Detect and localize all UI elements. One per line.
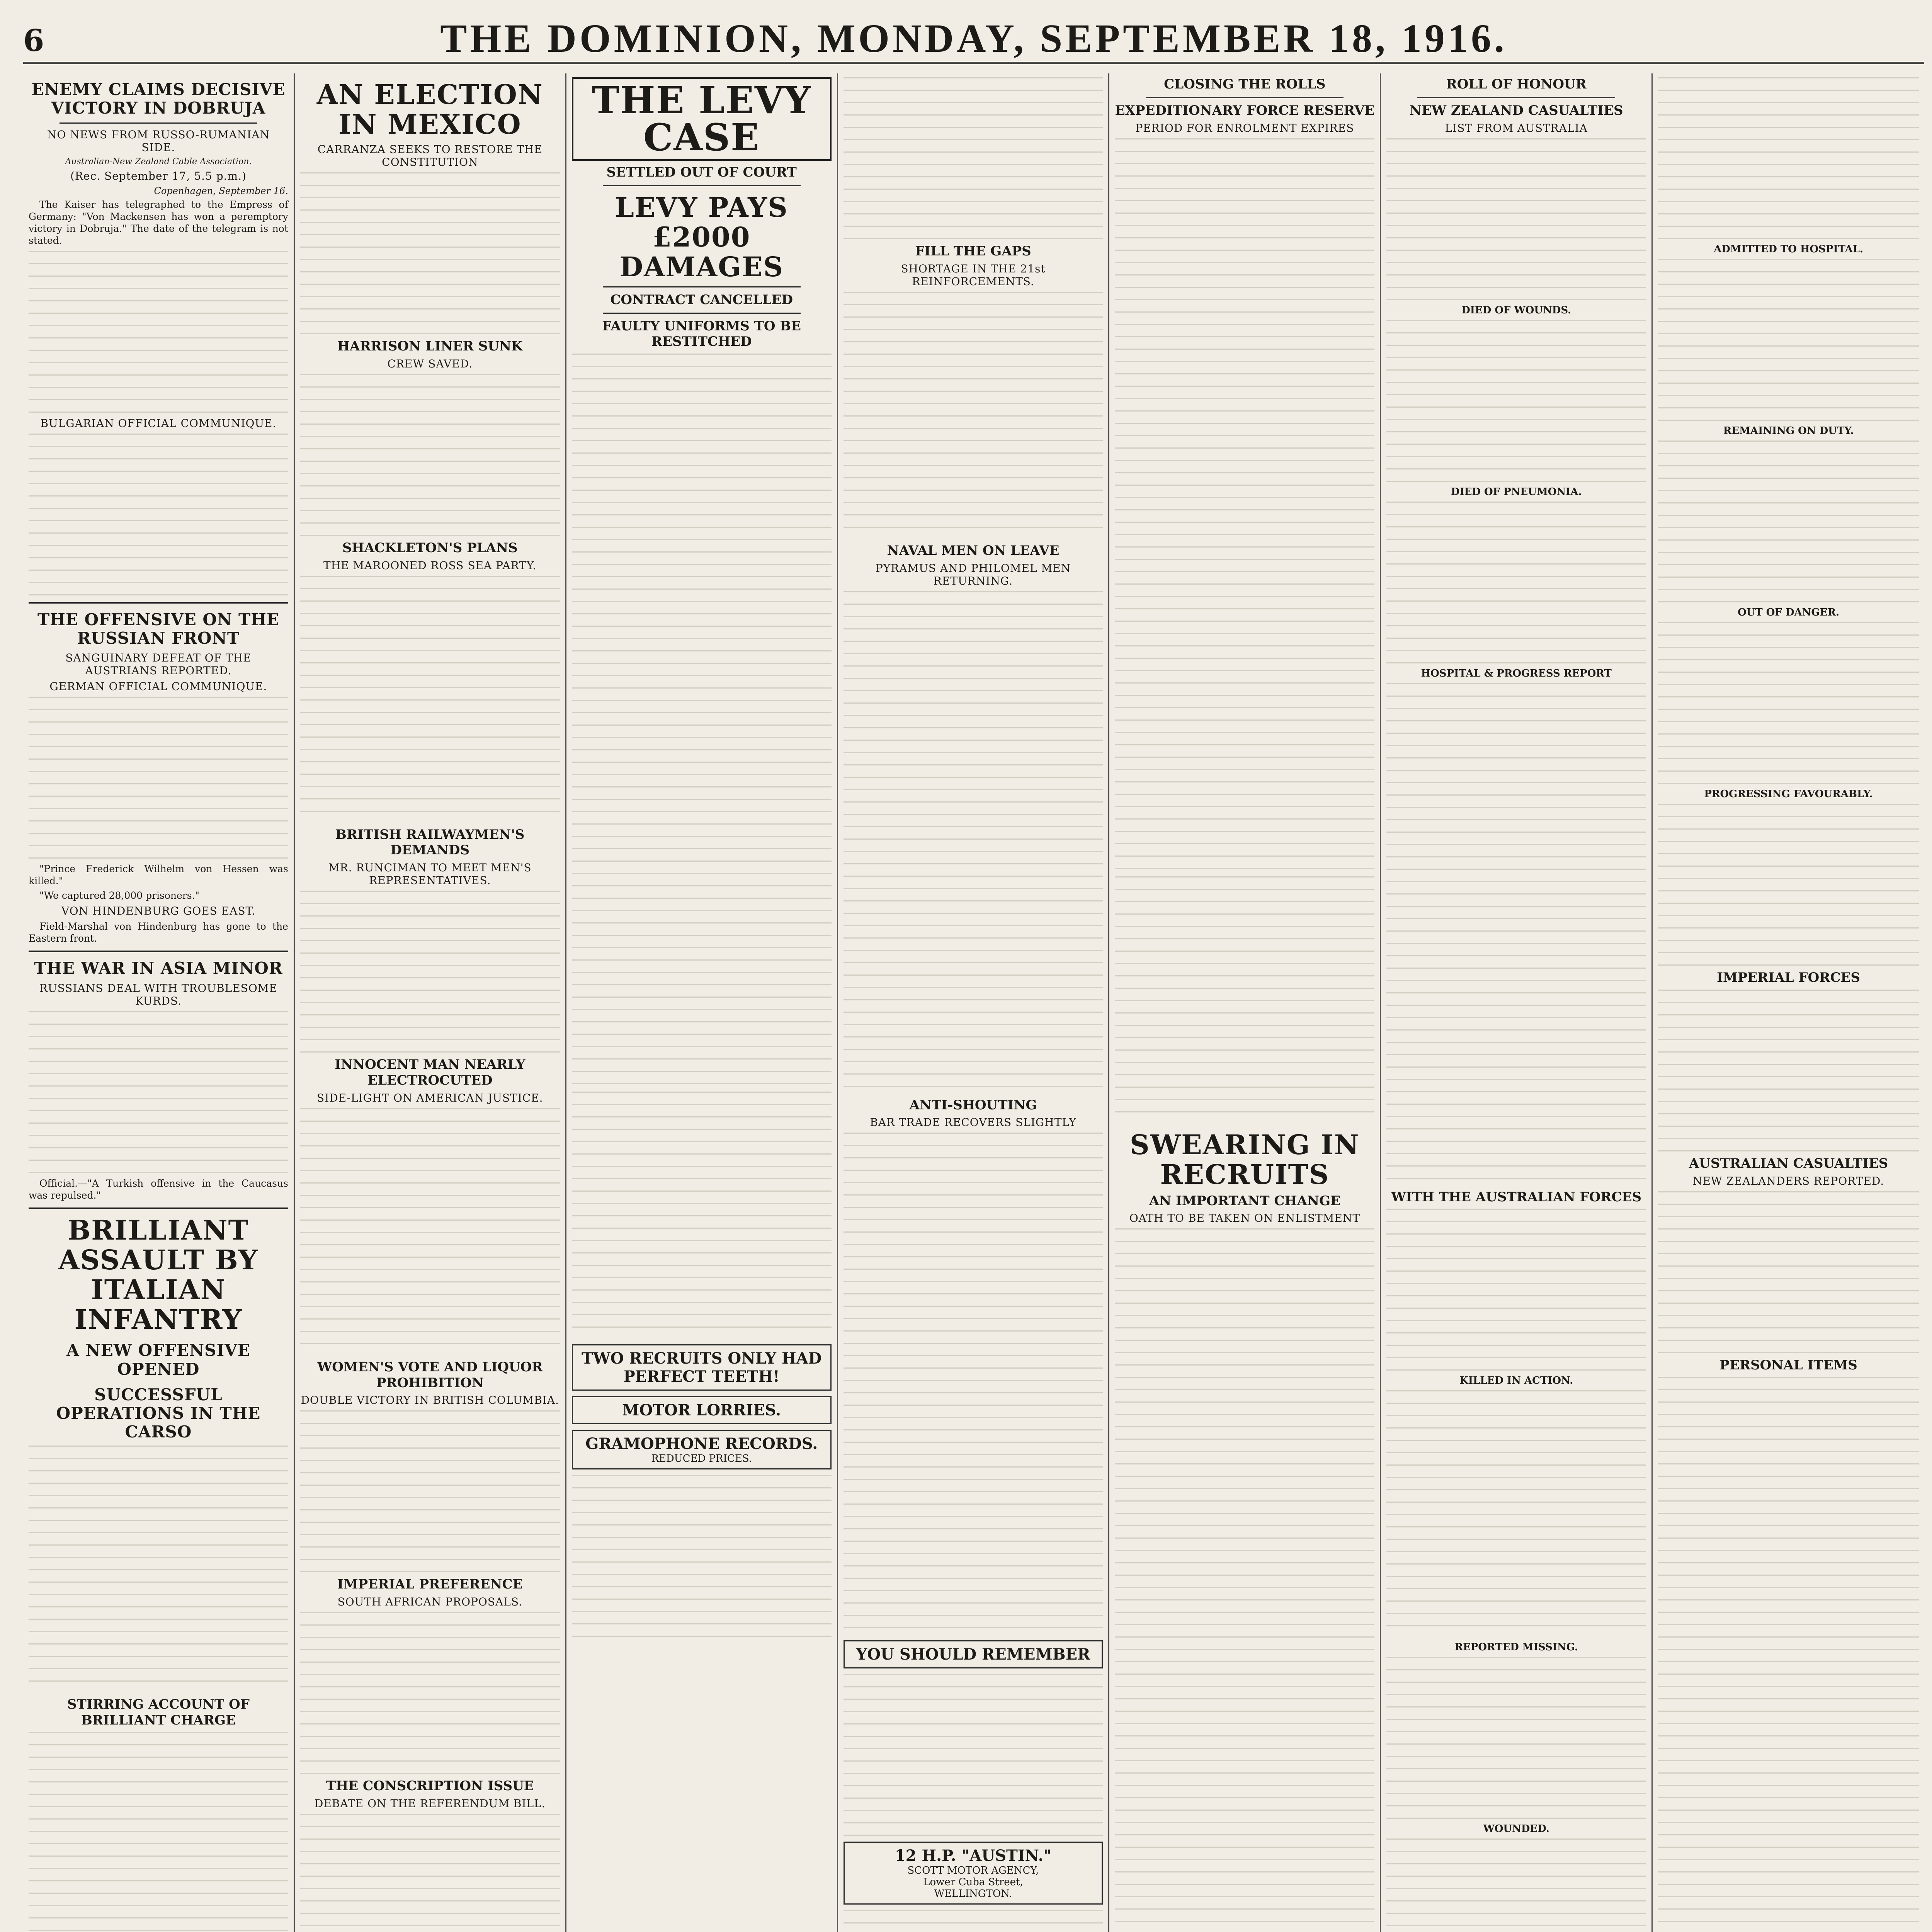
section-died-pneumonia: DIED OF PNEUMONIA. [1451, 486, 1582, 498]
subhead-ross-sea: THE MAROONED ROSS SEA PARTY. [323, 559, 537, 572]
subhead-settled: SETTLED OUT OF COURT [606, 165, 797, 180]
text-body [1658, 804, 1919, 966]
section-wounded: WOUNDED. [1483, 1823, 1549, 1835]
article-kaiser: The Kaiser has telegraphed to the Empress of Germany: "Von Mackensen has won a peremptory victory in Dobruja." The date of the telegram is not stated. [29, 199, 288, 247]
headline-australian-forces: WITH THE AUSTRALIAN FORCES [1391, 1189, 1642, 1205]
text-body [844, 77, 1103, 240]
subhead-shortage: SHORTAGE IN THE 21st REINFORCEMENTS. [901, 262, 1046, 288]
text-body [29, 1011, 288, 1173]
headline-shackleton: SHACKLETON'S PLANS [342, 540, 518, 556]
subhead-referendum: DEBATE ON THE REFERENDUM BILL. [314, 1797, 546, 1810]
text-body [1386, 138, 1646, 301]
advert-gramophone: GRAMOPHONE RECORDS. REDUCED PRICES. [572, 1430, 832, 1469]
text-body [1115, 138, 1374, 872]
subhead-carranza: CARRANZA SEEKS TO RESTORE THE CONSTITUTION [317, 143, 543, 168]
advert-teeth: TWO RECRUITS ONLY HAD PERFECT TEETH! [572, 1344, 832, 1391]
text-body [1386, 320, 1646, 482]
subhead-south-african: SOUTH AFRICAN PROPOSALS. [337, 1595, 522, 1609]
subhead-reserve: EXPEDITIONARY FORCE RESERVE [1115, 102, 1375, 118]
headline-australian-casualties: AUSTRALIAN CASUALTIES [1689, 1155, 1888, 1171]
text-body [29, 434, 288, 596]
text-body [29, 251, 288, 413]
text-body [300, 891, 560, 1053]
columns [23, 73, 1924, 1932]
column-4 [838, 73, 1110, 1932]
section-missing: REPORTED MISSING. [1454, 1641, 1578, 1653]
text-body [1658, 1191, 1919, 1354]
headline-closing-rolls: CLOSING THE ROLLS [1164, 77, 1326, 92]
text-body [1115, 876, 1374, 1124]
subhead-no-news: NO NEWS FROM RUSSO-RUMANIAN SIDE. [47, 128, 270, 154]
subhead-contract: CONTRACT CANCELLED [610, 292, 793, 308]
headline-railwaymen: BRITISH RAILWAYMEN'S DEMANDS [335, 827, 525, 858]
text-body [29, 697, 288, 859]
text-body [1658, 440, 1919, 603]
section-died-of-wounds: DIED OF WOUNDS. [1461, 304, 1571, 316]
text-body [1386, 683, 1646, 1185]
headline-harrison: HARRISON LINER SUNK [337, 338, 523, 354]
headline-imperial-preference: IMPERIAL PREFERENCE [337, 1577, 523, 1592]
subhead-sanguinary: SANGUINARY DEFEAT OF THE AUSTRIANS REPORTED. [65, 651, 252, 677]
headline-naval-men: NAVAL MEN ON LEAVE [887, 543, 1060, 558]
column-1 [23, 73, 295, 1932]
article-hindenburg: Field-Marshal von Hindenburg has gone to the Eastern front. [29, 920, 288, 944]
subhead-nz-casualties: NEW ZEALAND CASUALTIES [1409, 102, 1623, 118]
headline-italian-assault: BRILLIANT ASSAULT BY ITALIAN INFANTRY [58, 1214, 259, 1336]
text-body [29, 1446, 288, 1693]
subhead-bulgarian: BULGARIAN OFFICIAL COMMUNIQUE. [40, 417, 277, 430]
column-5 [1109, 73, 1381, 1932]
headline-electrocuted: INNOCENT MAN NEARLY ELECTROCUTED [335, 1057, 526, 1088]
subhead-enrolment: PERIOD FOR ENROLMENT EXPIRES [1135, 121, 1354, 134]
subhead-bar-trade: BAR TRADE RECOVERS SLIGHTLY [870, 1116, 1077, 1129]
text-body [29, 1732, 288, 1932]
text-body [1658, 259, 1919, 421]
subhead-german-communique: GERMAN OFFICIAL COMMUNIQUE. [49, 680, 267, 693]
text-body [1386, 1657, 1646, 1819]
subhead-uniforms: FAULTY UNIFORMS TO BE RESTITCHED [602, 318, 801, 350]
headline-conscription: THE CONSCRIPTION ISSUE [326, 1778, 534, 1794]
headline-swearing-in: SWEARING IN RECRUITS [1130, 1128, 1360, 1190]
headline-personal-items: PERSONAL ITEMS [1719, 1357, 1857, 1373]
agency-line: Australian-New Zealand Cable Association. [65, 156, 252, 167]
subhead-runciman: MR. RUNCIMAN TO MEET MEN'S REPRESENTATIVES. [328, 861, 532, 887]
text-body [300, 1108, 560, 1355]
text-body [1386, 1390, 1646, 1638]
text-body [844, 1674, 1103, 1836]
subhead-british-columbia: DOUBLE VICTORY IN BRITISH COLUMBIA. [301, 1394, 559, 1407]
quote-prisoners: "We captured 28,000 prisoners." [39, 889, 200, 901]
section-admitted: ADMITTED TO HOSPITAL. [1714, 243, 1864, 255]
headline-stirring: STIRRING ACCOUNT OF BRILLIANT CHARGE [67, 1696, 250, 1728]
headline-russian-front: THE OFFENSIVE ON THE RUSSIAN FRONT [37, 610, 279, 648]
text-body [572, 354, 832, 1088]
headline-carso: SUCCESSFUL OPERATIONS IN THE CARSO [56, 1385, 261, 1442]
text-body [844, 591, 1103, 1094]
advert-motor-lorries: MOTOR LORRIES. [572, 1396, 832, 1424]
column-2 [295, 73, 566, 1932]
quote-prince: "Prince Frederick Wilhelm von Hessen was killed." [29, 863, 288, 887]
headline-fill-gaps: FILL THE GAPS [915, 243, 1031, 259]
headline-asia-minor: THE WAR IN ASIA MINOR [34, 959, 283, 978]
headline-dobruja: ENEMY CLAIMS DECISIVE VICTORY IN DOBRUJA [31, 80, 286, 118]
headline-anti-shouting: ANTI-SHOUTING [909, 1097, 1037, 1113]
advert-you-should-remember: YOU SHOULD REMEMBER [844, 1640, 1103, 1668]
subhead-pyramus: PYRAMUS AND PHILOMEL MEN RETURNING. [875, 561, 1071, 587]
text-body [300, 576, 560, 823]
text-body [1386, 1209, 1646, 1371]
subhead-hindenburg: VON HINDENBURG GOES EAST. [61, 904, 255, 917]
headline-mexico: AN ELECTION IN MEXICO [316, 78, 543, 140]
text-body [844, 1910, 1103, 1932]
section-progressing: PROGRESSING FAVOURABLY. [1704, 788, 1873, 800]
section-hospital-report: HOSPITAL & PROGRESS REPORT [1421, 667, 1612, 679]
text-body [844, 1133, 1103, 1635]
quote-turkish: Official.—"A Turkish offensive in the Caucasus was repulsed." [29, 1177, 288, 1201]
text-body [1658, 77, 1919, 240]
headline-roll-of-honour: ROLL OF HONOUR [1446, 77, 1587, 92]
headline-new-offensive: A NEW OFFENSIVE OPENED [66, 1341, 250, 1379]
text-body [572, 1475, 832, 1637]
subhead-important-change: AN IMPORTANT CHANGE [1149, 1193, 1341, 1209]
page-number: 6 [23, 23, 44, 58]
text-body [1658, 1377, 1919, 1932]
text-body [572, 1092, 832, 1339]
section-out-of-danger: OUT OF DANGER. [1738, 607, 1840, 618]
text-body [1115, 1228, 1374, 1932]
text-body [300, 172, 560, 335]
text-body [300, 374, 560, 536]
subhead-nz-reported: NEW ZEALANDERS REPORTED. [1692, 1174, 1884, 1187]
text-body [300, 1612, 560, 1774]
text-body [300, 1410, 560, 1573]
column-3 [566, 73, 838, 1932]
text-body [300, 1814, 560, 1932]
newspaper-title: THE DOMINION, MONDAY, SEPTEMBER 18, 1916. [440, 16, 1507, 61]
text-body [1386, 1838, 1646, 1932]
headline-womens-vote: WOMEN'S VOTE AND LIQUOR PROHIBITION [317, 1359, 543, 1391]
advert-austin: 12 H.P. "AUSTIN." SCOTT MOTOR AGENCY, Lower Cuba Street, WELLINGTON. [844, 1842, 1103, 1905]
headline-levy-case: THE LEVY CASE [572, 77, 832, 161]
text-body [1658, 990, 1919, 1152]
text-body [1658, 622, 1919, 784]
section-remaining: REMAINING ON DUTY. [1723, 425, 1854, 437]
section-killed: KILLED IN ACTION. [1459, 1375, 1573, 1387]
subhead-list-australia: LIST FROM AUSTRALIA [1445, 121, 1588, 134]
text-body [1386, 502, 1646, 664]
masthead [23, 15, 1924, 64]
subhead-crew-saved: CREW SAVED. [387, 357, 473, 370]
subhead-justice: SIDE-LIGHT ON AMERICAN JUSTICE. [317, 1091, 543, 1104]
headline-imperial-forces: IMPERIAL FORCES [1717, 970, 1861, 985]
column-7 [1653, 73, 1924, 1932]
text-body [844, 292, 1103, 539]
subhead-oath: OATH TO BE TAKEN ON ENLISTMENT [1129, 1212, 1361, 1225]
received-line: (Rec. September 17, 5.5 p.m.) [70, 169, 247, 182]
headline-levy-pays: LEVY PAYS £2000 DAMAGES [615, 191, 788, 283]
dateline: Copenhagen, September 16. [154, 185, 288, 196]
column-6 [1381, 73, 1653, 1932]
subhead-kurds: RUSSIANS DEAL WITH TROUBLESOME KURDS. [39, 981, 277, 1007]
